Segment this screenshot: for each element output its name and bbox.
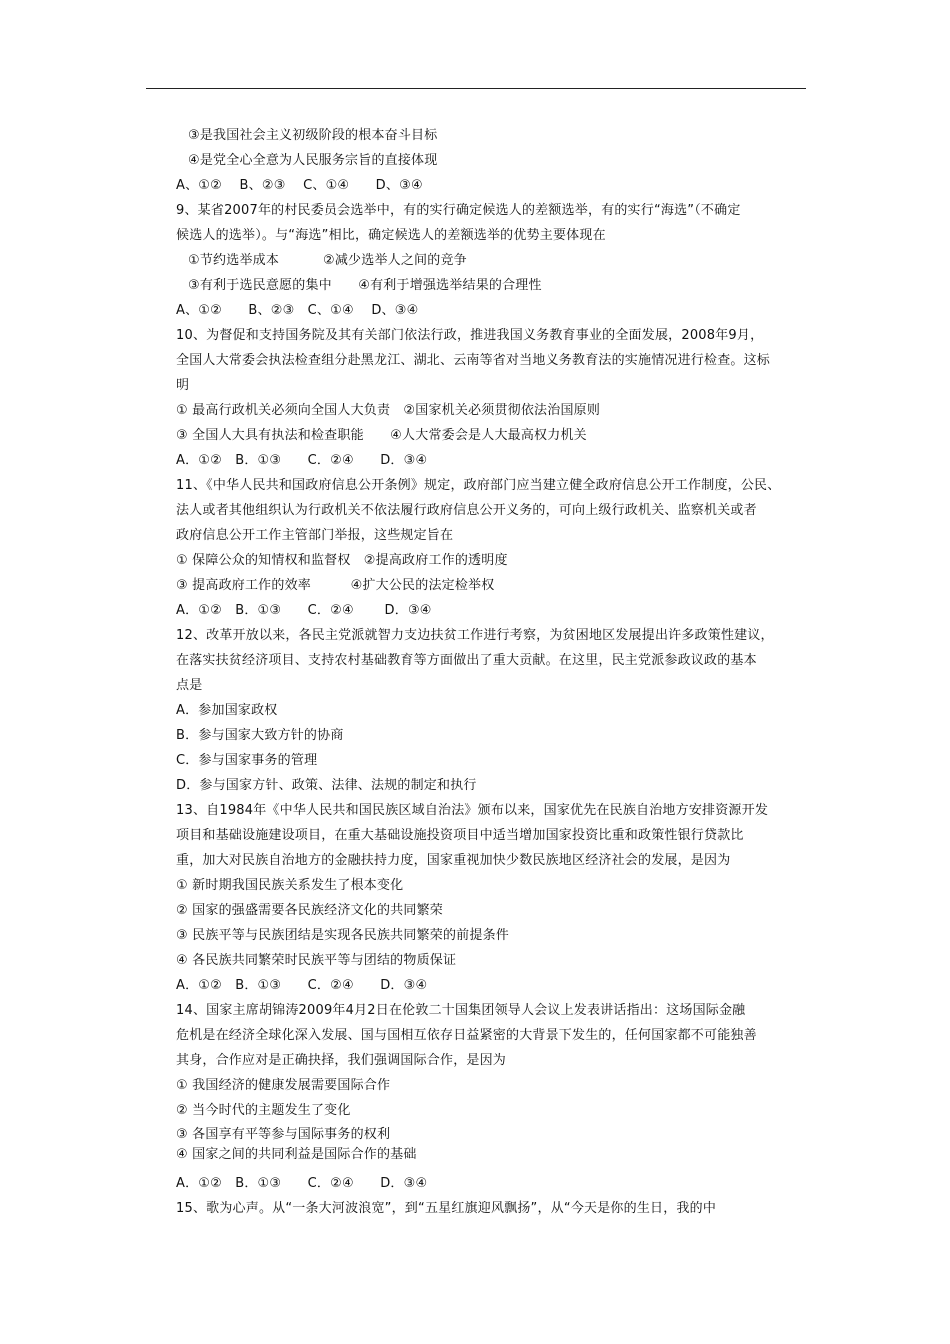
question-13-text: 重，加大对民族自治地方的金融扶持力度，国家重视加快少数民族地区经济社会的发展，是因为 [176, 853, 731, 868]
question-15-text: 15、歌为心声。从“一条大河波浪宽”，到“五星红旗迎风飘扬”，从“今天是你的生日，我的中 [176, 1201, 717, 1216]
option-line: ③ 民族平等与民族团结是实现各民族共同繁荣的前提条件 [176, 928, 509, 943]
option-line: ② 当今时代的主题发生了变化 [176, 1103, 351, 1118]
answer-choices: A．①② B．①③ C．②④ D．③④ [176, 453, 428, 468]
header-rule [146, 88, 806, 89]
question-11-text: 11、《中华人民共和国政府信息公开条例》规定，政府部门应当建立健全政府信息公开工作制度，公民、 [176, 478, 781, 493]
option-line: B．参与国家大致方针的协商 [176, 728, 344, 743]
option-line: ③有利于选民意愿的集中 ④有利于增强选举结果的合理性 [188, 278, 542, 293]
option-line: ③是我国社会主义初级阶段的根本奋斗目标 [188, 128, 438, 143]
option-line: ③ 各国享有平等参与国际事务的权利 [176, 1127, 391, 1142]
answer-choices: A、①② B、②③ C、①④ D、③④ [176, 303, 419, 318]
option-line: ② 国家的强盛需要各民族经济文化的共同繁荣 [176, 903, 443, 918]
question-10-text: 全国人大常委会执法检查组分赴黑龙江、湖北、云南等省对当地义务教育法的实施情况进行检查。这标 [176, 353, 771, 368]
answer-choices: A．①② B．①③ C．②④ D．③④ [176, 1176, 428, 1191]
question-11-text: 政府信息公开工作主管部门举报，这些规定旨在 [176, 528, 454, 543]
question-11-text: 法人或者其他组织认为行政机关不依法履行政府信息公开义务的，可向上级行政机关、监察机关或者 [176, 503, 757, 518]
option-line: ① 我国经济的健康发展需要国际合作 [176, 1078, 391, 1093]
option-line: ③ 全国人大具有执法和检查职能 ④人大常委会是人大最高权力机关 [176, 428, 587, 443]
option-line: D．参与国家方针、政策、法律、法规的制定和执行 [176, 778, 477, 793]
question-14-text: 其身，合作应对是正确抉择，我们强调国际合作，是因为 [176, 1053, 507, 1068]
answer-choices: A．①② B．①③ C．②④ D．③④ [176, 603, 432, 618]
question-9-text: 9、某省2007年的村民委员会选举中，有的实行确定候选人的差额选举，有的实行“海选”（不确定 [176, 203, 741, 218]
option-line: ③ 提高政府工作的效率 ④扩大公民的法定检举权 [176, 578, 495, 593]
question-13-text: 项目和基础设施建设项目，在重大基础设施投资项目中适当增加国家投资比重和政策性银行贷款比 [176, 828, 744, 843]
option-line: ① 新时期我国民族关系发生了根本变化 [176, 878, 404, 893]
answer-choices: A．①② B．①③ C．②④ D．③④ [176, 978, 428, 993]
question-14-text: 14、国家主席胡锦涛2009年4月2日在伦敦二十国集团领导人会议上发表讲话指出：这场国际金融 [176, 1003, 746, 1018]
option-line: ① 保障公众的知情权和监督权 ②提高政府工作的透明度 [176, 553, 508, 568]
question-10-text: 10、为督促和支持国务院及其有关部门依法行政，推进我国义务教育事业的全面发展，2008年9月， [176, 328, 764, 343]
question-10-text: 明 [176, 378, 190, 393]
question-12-text: 在落实扶贫经济项目、支持农村基础教育等方面做出了重大贡献。在这里，民主党派参政议政的基本 [176, 653, 757, 668]
question-12-text: 点是 [176, 678, 203, 693]
option-line: C．参与国家事务的管理 [176, 753, 318, 768]
option-line: A．参加国家政权 [176, 703, 278, 718]
question-13-text: 13、自1984年《中华人民共和国民族区域自治法》颁布以来，国家优先在民族自治地方安排资源开发 [176, 803, 769, 818]
answer-choices: A、①② B、②③ C、①④ D、③④ [176, 178, 423, 193]
option-line: ① 最高行政机关必须向全国人大负责 ②国家机关必须贯彻依法治国原则 [176, 403, 601, 418]
option-line: ④是党全心全意为人民服务宗旨的直接体现 [188, 153, 438, 168]
option-line: ④ 国家之间的共同利益是国际合作的基础 [176, 1147, 417, 1162]
option-line: ①节约选举成本 ②减少选举人之间的竞争 [188, 253, 467, 268]
question-14-text: 危机是在经济全球化深入发展、国与国相互依存日益紧密的大背景下发生的，任何国家都不可能独善 [176, 1028, 757, 1043]
question-12-text: 12、改革开放以来，各民主党派就智力支边扶贫工作进行考察，为贫困地区发展提出许多政策性建议， [176, 628, 774, 643]
option-line: ④ 各民族共同繁荣时民族平等与团结的物质保证 [176, 953, 457, 968]
question-9-text: 候选人的选举）。与“海选”相比，确定候选人的差额选举的优势主要体现在 [176, 228, 606, 243]
